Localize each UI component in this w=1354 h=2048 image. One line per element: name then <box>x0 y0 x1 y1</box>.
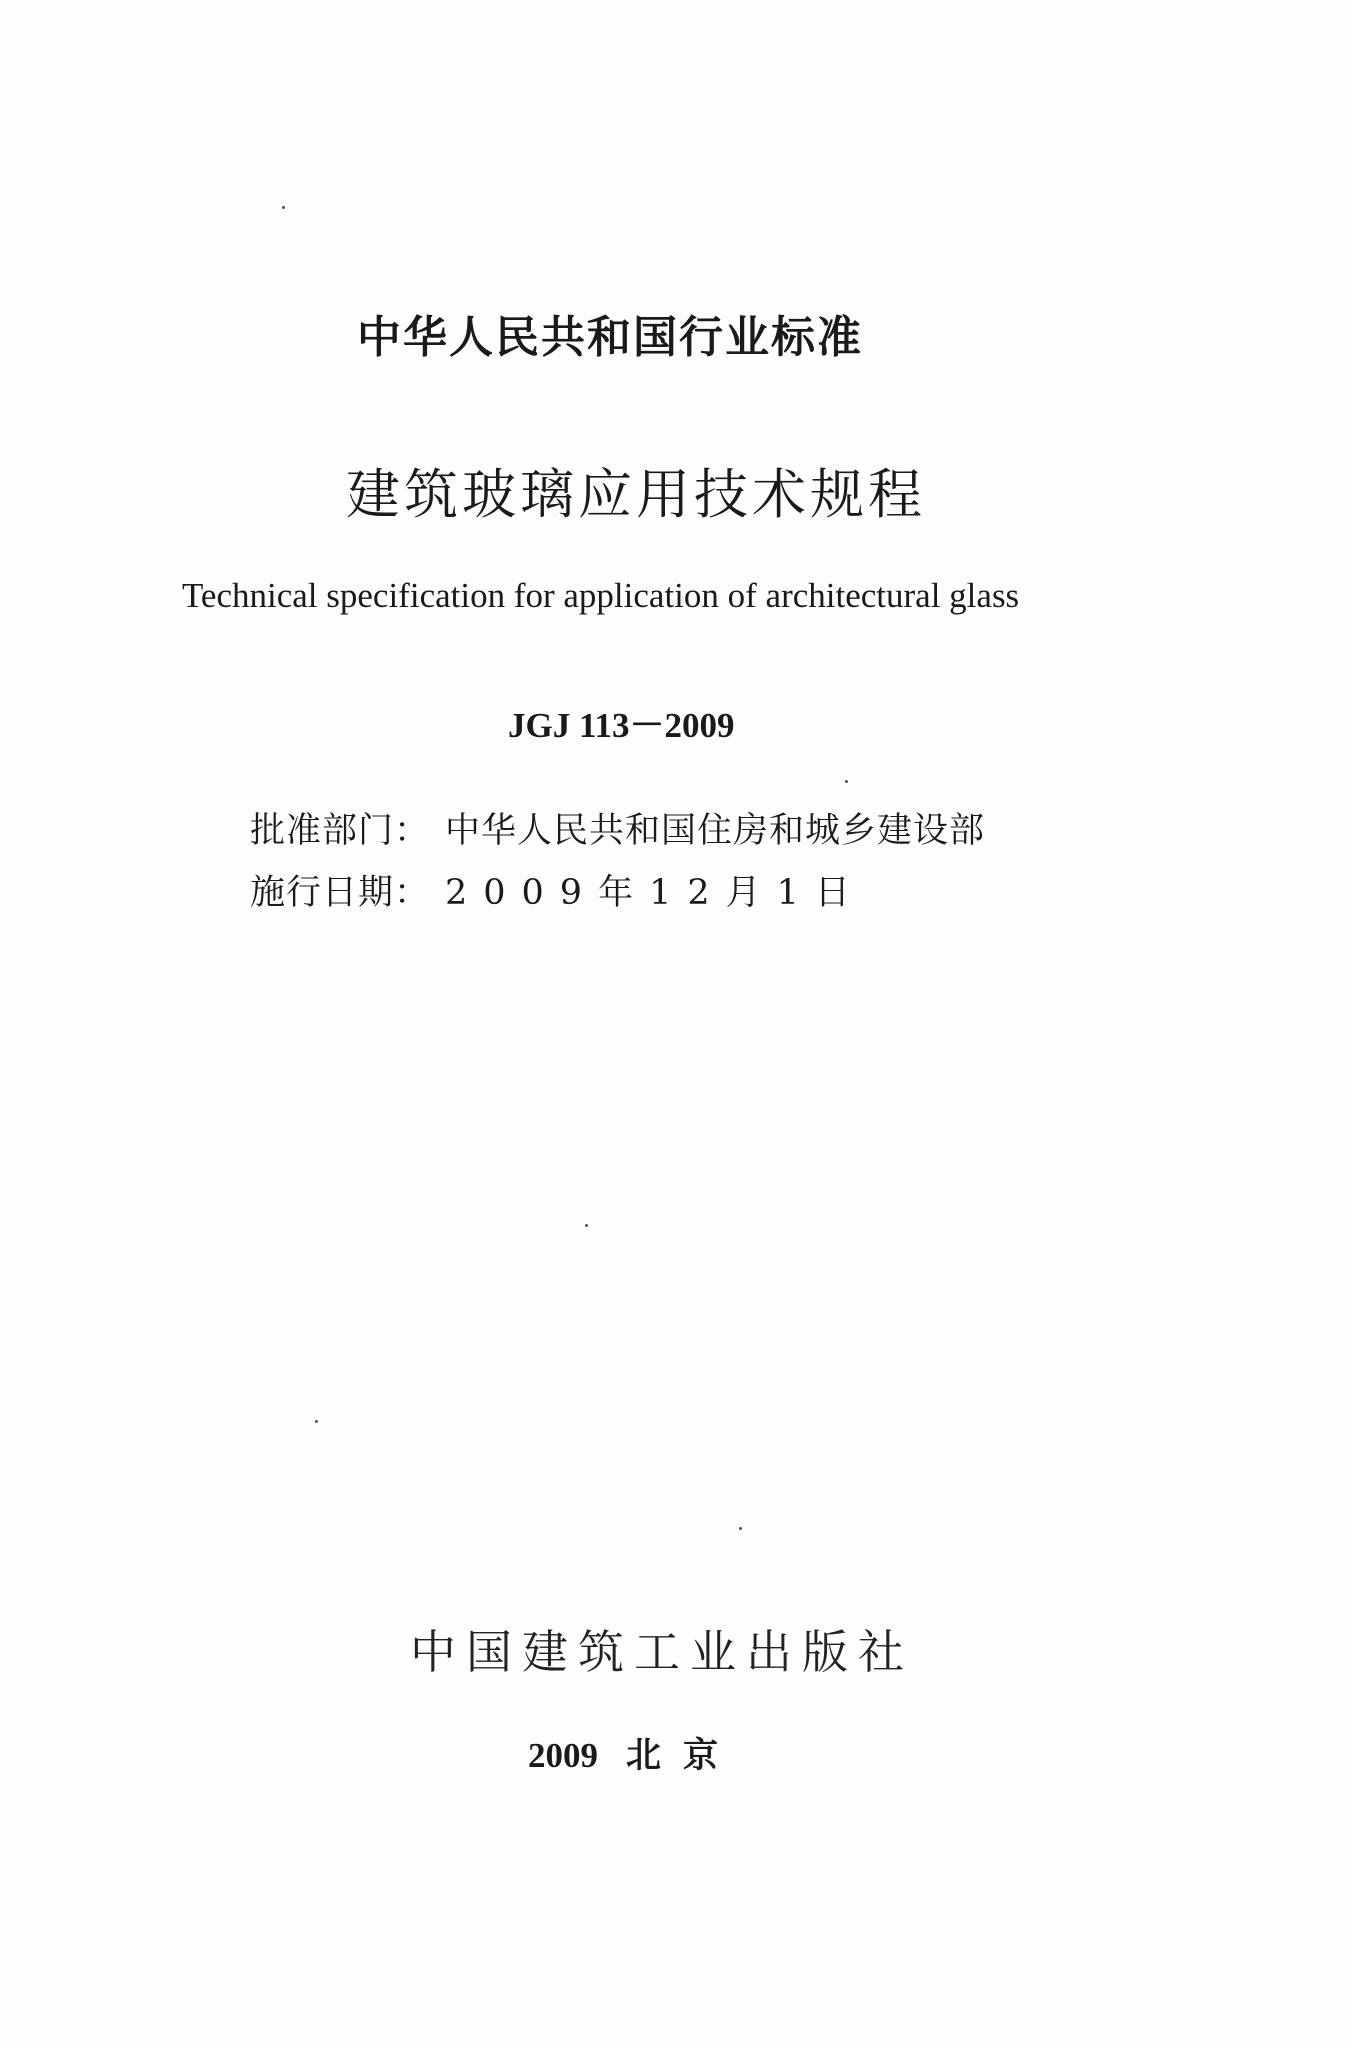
scan-speck <box>282 206 285 209</box>
scan-speck <box>739 1527 742 1530</box>
effective-date-label: 施行日期： <box>250 873 431 913</box>
publication-year: 2009 <box>528 1736 598 1775</box>
approval-department-value: 中华人民共和国住房和城乡建设部 <box>445 811 986 851</box>
publication-city: 北京 <box>626 1736 741 1776</box>
scan-speck <box>585 1224 588 1227</box>
publisher-name: 中国建筑工业出版社 <box>410 1625 914 1679</box>
standard-type-heading: 中华人民共和国行业标准 <box>357 312 863 363</box>
document-title-english: Technical specification for application of architectural glass <box>182 576 1020 615</box>
scan-speck <box>845 780 848 783</box>
publication-year-place <box>528 1732 740 1780</box>
effective-date-value: 2009年12月1日 <box>445 873 866 913</box>
approval-department-row <box>250 806 985 856</box>
approval-department-label: 批准部门： <box>250 811 431 851</box>
standard-code: JGJ 113－2009 <box>508 706 735 745</box>
document-title-chinese: 建筑玻璃应用技术规程 <box>346 463 926 526</box>
scan-speck <box>315 1420 318 1423</box>
effective-date-row <box>250 868 866 918</box>
